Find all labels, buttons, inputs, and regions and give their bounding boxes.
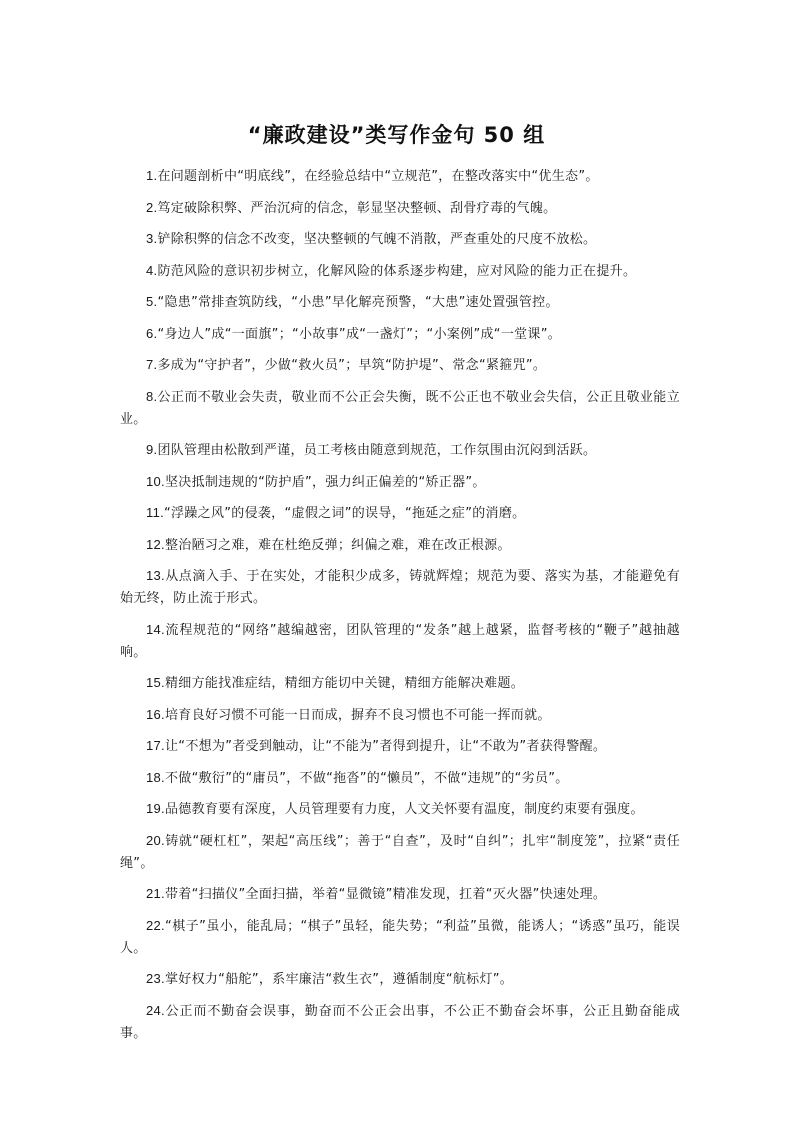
item-number: 11.	[146, 505, 165, 520]
item-text: “浮躁之风”的侵袭，“虚假之词”的误导，“拖延之症”的消磨。	[164, 506, 526, 521]
item-text: 培育良好习惯不可能一日而成，摒弃不良习惯也不可能一挥而就。	[164, 707, 551, 723]
list-item	[120, 228, 680, 251]
item-number: 21.	[146, 886, 165, 901]
list-item	[120, 386, 680, 431]
item-text: 让“不想为”者受到触动，让“不能为”者得到提升，让“不敢为”者获得警醒。	[164, 739, 607, 754]
item-number: 16.	[146, 706, 165, 722]
item-number: 12.	[146, 536, 165, 552]
item-text: 掌好权力“船舵”，系牢廉洁“救生衣”，遵循制度“航标灯”。	[164, 972, 514, 987]
list-item	[120, 502, 680, 525]
item-number: 2.	[146, 199, 158, 215]
item-text: 防范风险的意识初步树立，化解风险的体系逐步构建，应对风险的能力正在提升。	[157, 263, 637, 279]
item-text: 带着“扫描仪”全面扫描，举着“显微镜”精准发现，扛着“灭火器”快速处理。	[164, 887, 607, 902]
item-text: 团队管理由松散到严谨，员工考核由随意到规范，工作氛围由沉闷到活跃。	[157, 443, 597, 458]
item-text: 多成为“守护者”，少做“救火员”；早筑“防护堤”、常念“紧箍咒”。	[157, 358, 547, 373]
list-item	[120, 672, 680, 695]
list-item	[120, 830, 680, 875]
item-number: 24.	[146, 1002, 165, 1018]
list-item	[120, 165, 680, 188]
list-item	[120, 619, 680, 664]
item-number: 4.	[146, 262, 158, 278]
list-item	[120, 260, 680, 283]
item-number: 18.	[146, 769, 165, 785]
item-number: 5.	[146, 294, 158, 309]
document-body	[120, 165, 680, 1053]
item-text: 笃定破除积弊、严治沉疴的信念，彰显坚决整顿、刮骨疗毒的气魄。	[157, 200, 557, 216]
list-item	[120, 735, 680, 758]
item-number: 6.	[146, 325, 158, 341]
item-text: 公正而不勤奋会误事，勤奋而不公正会出事，不公正不勤奋会坏事，公正且勤奋能成事。	[120, 1003, 680, 1041]
list-item	[120, 439, 680, 462]
item-number: 10.	[146, 473, 165, 489]
item-text: 精细方能找准症结，精细方能切中关键，精细方能解决难题。	[164, 676, 525, 691]
item-text: “身边人”成“一面旗”；“小故事”成“一盏灯”；“小案例”成“一堂课”。	[157, 326, 562, 342]
list-item	[120, 968, 680, 991]
item-text: 坚决抵制违规的“防护盾”，强力纠正偏差的“矫正器”。	[164, 474, 486, 490]
item-text: 在问题剖析中“明底线”，在经验总结中“立规范”，在整改落实中“优生态”。	[157, 169, 599, 184]
item-number: 17.	[146, 738, 165, 753]
list-item	[120, 1000, 680, 1045]
item-number: 19.	[146, 801, 165, 816]
list-item	[120, 323, 680, 346]
list-item	[120, 798, 680, 821]
document-title: “廉政建设”类写作金句 50 组	[247, 123, 546, 147]
list-item	[120, 354, 680, 377]
list-item	[120, 534, 680, 557]
list-item	[120, 197, 680, 220]
item-number: 9.	[146, 442, 158, 457]
item-text: 品德教育要有深度，人员管理要有力度，人文关怀要有温度，制度约束要有强度。	[164, 802, 644, 817]
list-item	[120, 471, 680, 494]
list-item	[120, 767, 680, 790]
item-number: 1.	[146, 168, 158, 183]
item-number: 7.	[146, 357, 158, 372]
item-text: 从点滴入手、于在实处，才能积少成多，铸就辉煌；规范为要、落实为基，才能避免有始无终，防止流于形式。	[120, 569, 680, 606]
item-text: “隐患”常排查筑防线，“小患”早化解亮预警，“大患”速处置强管控。	[157, 295, 559, 310]
list-item	[120, 565, 680, 610]
item-text: “棋子”虽小，能乱局；“棋子”虽轻，能失势；“利益”虽微，能诱人；“诱惑”虽巧，能误人。	[120, 918, 680, 956]
item-text: 整治陋习之难，难在杜绝反弹；纠偏之难，难在改正根源。	[164, 537, 511, 553]
list-item	[120, 291, 680, 314]
item-text: 铲除积弊的信念不改变，坚决整顿的气魄不消散，严查重处的尺度不放松。	[157, 232, 597, 247]
list-item	[120, 883, 680, 906]
item-number: 14.	[146, 621, 165, 637]
item-text: 流程规范的“网络”越编越密，团队管理的“发条”越上越紧，监督考核的“鞭子”越抽越响。	[120, 622, 680, 660]
item-number: 3.	[146, 231, 158, 246]
list-item	[120, 915, 680, 960]
list-item	[120, 704, 680, 727]
item-number: 13.	[146, 568, 165, 583]
item-number: 15.	[146, 675, 165, 690]
item-number: 22.	[146, 917, 165, 933]
item-text: 公正而不敬业会失责，敬业而不公正会失衡，既不公正也不敬业会失信，公正且敬业能立业。	[120, 389, 680, 427]
item-text: 不做“敷衍”的“庸员”，不做“拖沓”的“懒员”，不做“违规”的“劣员”。	[164, 770, 569, 786]
item-text: 铸就“硬杠杠”，架起“高压线”；善于“自查”，及时“自纠”；扎牢“制度笼”，拉紧“责任绳”。	[120, 833, 680, 871]
item-number: 8.	[146, 388, 158, 404]
item-number: 20.	[146, 832, 165, 848]
item-number: 23.	[146, 971, 165, 986]
